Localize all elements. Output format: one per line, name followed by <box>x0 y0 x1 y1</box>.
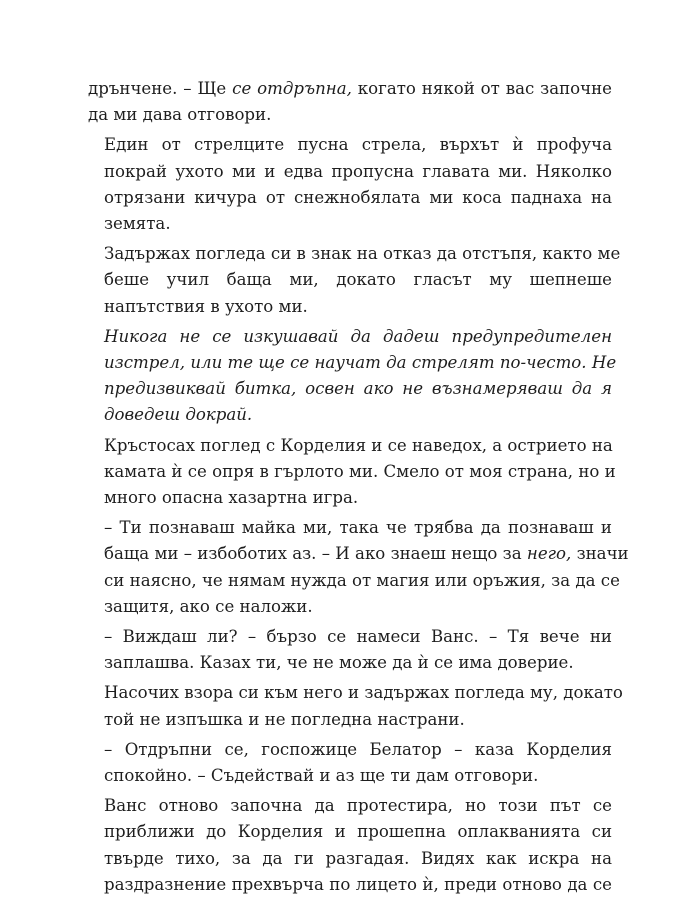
paragraph <box>88 737 612 789</box>
text-segment: беше учил баща ми, докато гласът му шепнеше <box>104 270 612 290</box>
paragraph <box>88 241 621 320</box>
text-line <box>88 793 612 819</box>
book-page <box>88 76 629 902</box>
text-segment: когато някой от вас започне <box>351 79 612 98</box>
paragraph <box>88 680 623 732</box>
paragraph <box>88 515 629 620</box>
text-line <box>88 211 612 237</box>
text-segment: заплашва. Казах ти, че не може да ѝ се има доверие. <box>104 653 574 673</box>
text-segment: – Отдръпни се, госпожице Белатор – каза Корделия <box>104 739 612 759</box>
text-line <box>88 76 612 102</box>
text-line <box>88 515 612 541</box>
italic-text: Никога не се изкушавай да дадеш предупредителен <box>104 326 612 346</box>
text-line <box>88 707 612 733</box>
text-line <box>88 680 623 706</box>
text-segment: напътствия в ухото ми. <box>104 296 308 316</box>
text-line <box>88 185 612 211</box>
text-line <box>88 376 612 402</box>
text-line <box>88 324 612 350</box>
text-segment: Насочих взора си към него и задържах погледа му, докато <box>104 683 623 703</box>
paragraph <box>88 433 616 512</box>
text-segment: камата ѝ се опря в гърлото ми. Смело от моя страна, но и <box>104 461 616 481</box>
text-line <box>88 102 612 128</box>
text-segment: земята. <box>104 214 171 234</box>
paragraph <box>88 76 612 128</box>
text-segment: покрай ухото ми и едва пропусна главата ми. Няколко <box>104 161 612 181</box>
italic-text: доведеш докрай. <box>104 405 253 425</box>
text-segment: Ванс отново започна да протестира, но този път се <box>104 796 612 816</box>
text-segment: си наясно, че нямам нужда от магия или оръжия, за да се <box>104 570 620 590</box>
text-line <box>88 624 612 650</box>
italic-text: предизвиквай битка, освен ако не възнамеряваш да я <box>104 379 612 399</box>
text-line <box>88 241 621 267</box>
text-segment: раздразнение прехвърча по лицето ѝ, преди отново да се <box>104 874 612 894</box>
text-line <box>88 159 612 185</box>
text-line <box>88 294 612 320</box>
text-line <box>88 846 612 872</box>
text-segment: да ми дава отговори. <box>88 105 272 125</box>
text-line <box>88 594 612 620</box>
italic-text: се отдръпна, <box>232 79 352 98</box>
italic-text: изстрел, или те ще се научат да стрелят по-често. Не <box>104 353 617 373</box>
text-line <box>88 350 617 376</box>
text-segment: отрязани кичура от снежнобялата ми коса паднаха на <box>104 187 612 207</box>
text-segment: дрънчене. – Ще <box>88 79 233 98</box>
text-line <box>88 737 612 763</box>
text-segment: много опасна хазартна игра. <box>104 488 359 508</box>
text-line <box>88 485 612 511</box>
text-line <box>88 459 616 485</box>
text-segment: спокойно. – Съдействай и аз ще ти дам отговори. <box>104 766 539 786</box>
text-line <box>88 267 612 293</box>
text-segment: – Виждаш ли? – бързо се намеси Ванс. – Тя вече ни <box>104 627 612 647</box>
paragraph <box>88 132 612 237</box>
text-line <box>88 402 612 428</box>
text-line <box>88 763 612 789</box>
text-segment: защитя, ако се наложи. <box>104 596 313 616</box>
text-line <box>88 132 612 158</box>
text-line <box>88 541 629 567</box>
text-line <box>88 819 612 845</box>
italic-text: него, <box>526 544 572 564</box>
text-segment: приближи до Корделия и прошепна оплакванията си <box>104 822 612 842</box>
text-segment: той не изпъшка и не погледна настрани. <box>104 709 465 729</box>
text-line <box>88 433 612 459</box>
text-segment: Кръстосах поглед с Корделия и се наведох, а острието на <box>104 435 613 455</box>
paragraph <box>88 793 612 898</box>
text-segment: значи <box>571 544 629 564</box>
text-line <box>88 872 612 898</box>
text-segment: твърде тихо, за да ги разгадая. Видях как искра на <box>104 848 612 868</box>
text-segment: Задържах погледа си в знак на отказ да отстъпя, както ме <box>104 244 621 264</box>
paragraph <box>88 624 612 676</box>
paragraph <box>88 324 617 429</box>
text-line <box>88 568 620 594</box>
text-segment: баща ми – избоботих аз. – И ако знаеш нещо за <box>104 544 527 564</box>
text-line <box>88 650 612 676</box>
text-segment: Един от стрелците пусна стрела, върхът ѝ профуча <box>104 135 612 155</box>
text-segment: – Ти познаваш майка ми, така че трябва да познаваш и <box>104 518 612 538</box>
